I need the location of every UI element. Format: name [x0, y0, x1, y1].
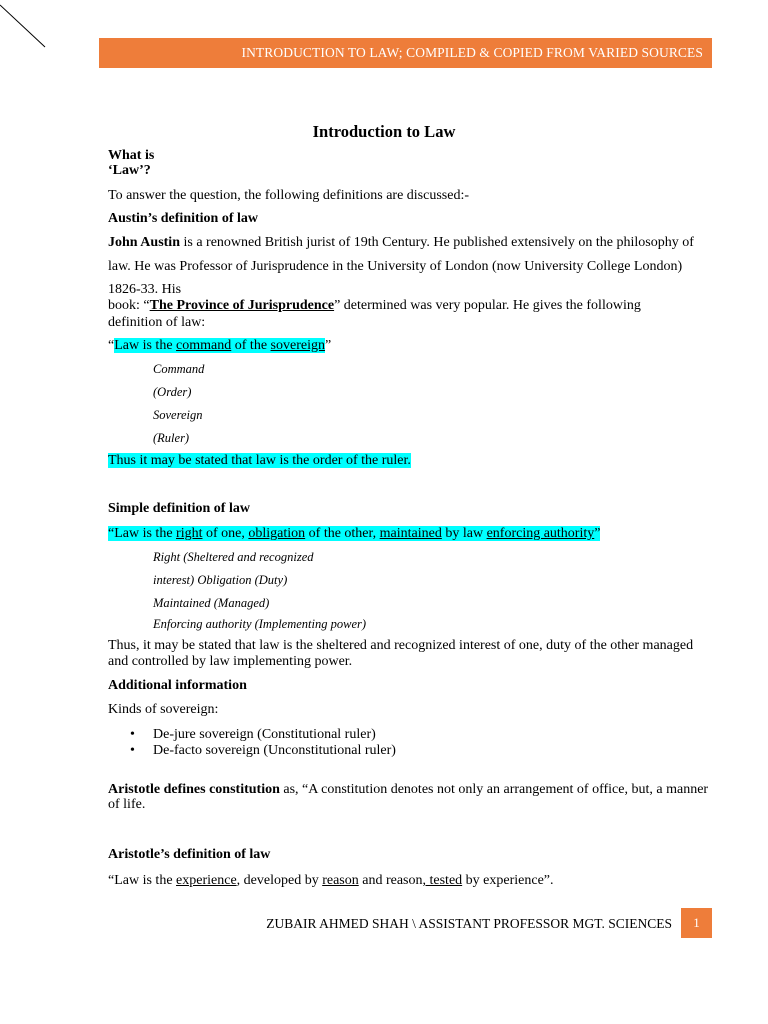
aristotle-constitution-line2: of life.	[108, 797, 146, 812]
simple-term: Right (Sheltered and recognized	[153, 550, 314, 564]
aristotle-law-quote	[108, 873, 554, 889]
austin-p4-post: ” determined was very popular. He gives the following	[334, 298, 641, 313]
quote-command: command	[176, 338, 232, 353]
austin-paragraph-line3: 1826-33. His	[108, 282, 182, 297]
austin-name: John Austin	[108, 235, 180, 250]
al-experience: experience	[176, 873, 237, 888]
simple-term: interest) Obligation (Duty)	[153, 573, 288, 587]
quote-part-a: Law is the	[114, 338, 177, 353]
al-d: by experience”.	[462, 873, 554, 888]
page-header	[99, 38, 712, 68]
sq-right: right	[176, 526, 203, 541]
quote-open: “	[108, 338, 115, 353]
quote-close: ”	[324, 338, 332, 353]
sq-maintained: maintained	[379, 526, 442, 541]
bullet-icon: •	[130, 743, 135, 758]
austin-quote	[108, 338, 331, 354]
simple-conclusion-line1: Thus, it may be stated that law is the sheltered and recognized interest of one, duty of the other managed	[108, 638, 694, 653]
austin-term: (Ruler)	[153, 431, 190, 445]
austin-paragraph-line4	[108, 298, 641, 314]
corner-fold-line	[0, 0, 50, 50]
simple-term: Enforcing authority (Implementing power)	[153, 617, 367, 631]
header-text: INTRODUCTION TO LAW; COMPILED & COPIED FROM VARIED SOURCES	[241, 45, 703, 60]
al-b: , developed by	[236, 873, 323, 888]
al-tested: , tested	[422, 873, 463, 888]
simple-conclusion-line2: and controlled by law implementing power.	[108, 654, 353, 669]
austin-p4-pre: book: “	[108, 298, 150, 313]
sq-a: “Law is the	[108, 526, 177, 541]
simple-heading: Simple definition of law	[108, 501, 250, 516]
austin-conclusion-text: Thus it may be stated that law is the order of the ruler.	[108, 453, 411, 468]
aristotle-constitution-line1	[108, 782, 708, 798]
bullet-icon: •	[130, 727, 135, 742]
what-is-line1: What is	[108, 148, 155, 163]
aristotle-constitution-bold: Aristotle defines constitution	[108, 782, 280, 797]
sq-e: ”	[594, 526, 601, 541]
quote-part-b: of the	[231, 338, 271, 353]
sq-obligation: obligation	[248, 526, 306, 541]
al-c: and reason	[358, 873, 423, 888]
austin-heading: Austin’s definition of law	[108, 211, 259, 226]
book-title: The Province of Jurisprudence	[149, 298, 335, 313]
austin-conclusion	[108, 453, 411, 469]
additional-heading: Additional information	[108, 678, 247, 693]
footer-author: ZUBAIR AHMED SHAH \ ASSISTANT PROFESSOR MGT. SCIENCES	[266, 916, 672, 931]
austin-paragraph-line1	[108, 235, 694, 251]
bullet-item: De-facto sovereign (Unconstitutional ruler)	[153, 743, 396, 758]
austin-paragraph-line2: law. He was Professor of Jurisprudence in the University of London (now University College London)	[108, 259, 683, 274]
intro-text: To answer the question, the following definitions are discussed:-	[108, 188, 469, 203]
simple-quote	[108, 526, 600, 542]
sq-d: by law	[441, 526, 487, 541]
what-is-line2: ‘Law’?	[108, 163, 151, 178]
kinds-of-sovereign: Kinds of sovereign:	[108, 702, 219, 717]
sq-c: of the other,	[305, 526, 380, 541]
al-reason: reason	[322, 873, 359, 888]
al-a: “Law is the	[108, 873, 177, 888]
sq-b: of one,	[202, 526, 249, 541]
austin-term: (Order)	[153, 385, 192, 399]
document-title: Introduction to Law	[312, 122, 456, 141]
aristotle-law-heading: Aristotle’s definition of law	[108, 847, 271, 862]
austin-paragraph-line5: definition of law:	[108, 315, 206, 330]
austin-term: Sovereign	[153, 408, 203, 422]
aristotle-constitution-rest: as, “A constitution denotes not only an arrangement of office, but, a manner	[279, 782, 709, 797]
sq-enforcing: enforcing authority	[486, 526, 595, 541]
page-number: 1	[681, 908, 712, 938]
austin-p1-rest: is a renowned British jurist of 19th Century. He published extensively on the philosophy of	[179, 235, 694, 250]
bullet-item: De-jure sovereign (Constitutional ruler)	[153, 727, 376, 742]
quote-sovereign: sovereign	[270, 338, 325, 353]
austin-term: Command	[153, 362, 205, 376]
simple-term: Maintained (Managed)	[153, 596, 270, 610]
